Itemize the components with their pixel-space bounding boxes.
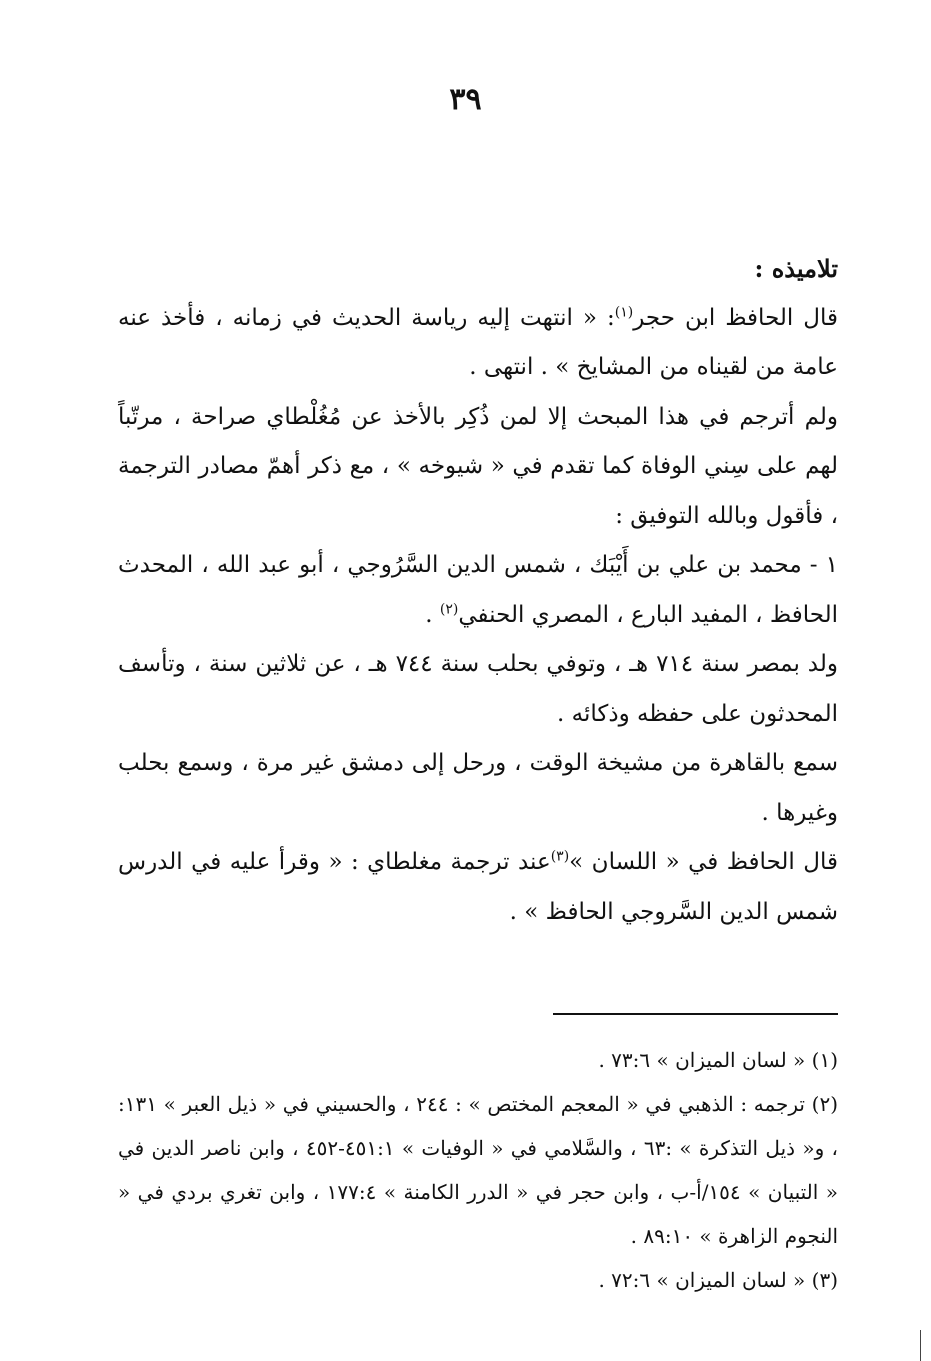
scan-edge [920,1330,931,1361]
paragraph-text: سمع بالقاهرة من مشيخة الوقت ، ورحل إلى دمشق غير مرة ، وسمع بحلب وغيرها . [118,750,838,826]
paragraph-text: . [425,601,440,628]
paragraph [118,393,838,542]
paragraph-text: ولد بمصر سنة ٧١٤ هـ ، وتوفي بحلب سنة ٧٤٤ هـ ، عن ثلاثين سنة ، وتأسف المحدثون على حفظه وذكائه . [118,651,838,727]
footnote-ref: (١) [614,303,634,320]
paragraph-text: عند ترجمة مغلطاي : « وقرأ عليه في الدرس شمس الدين السَّروجي الحافظ » . [118,849,838,925]
footnote: (٢) ترجمه : الذهبي في « المعجم المختص » : ٢٤٤ ، والحسيني في « ذيل العبر » ١٣١: ، و« ذيل التذكرة » :٦٣ ، والسَّلامي في « الوفيات » ٤٥١:١-٤٥٢ ، وابن ناصر الدين في « التبيان » ١٥٤/أ-ب ، وابن حجر في « الدرر الكامنة » ١٧٧:٤ ، وابن تغري بردي في « النجوم الزاهرة » ٨٩:١٠ . [118,1092,839,1248]
paragraph [118,294,838,393]
footnote: (٣) « لسان الميزان » ٧٢:٦ . [598,1268,838,1292]
section-heading: تلاميذه : [754,254,838,283]
paragraph-text: ١ - محمد بن علي بن أَيْبَك ، شمس الدين السَّرُوجي ، أبو عبد الله ، المحدث الحافظ ، المفيد البارع ، المصري الحنفي [118,552,838,628]
paragraph [118,640,838,739]
footnote-ref: (٣) [550,848,570,865]
paragraph-text: قال الحافظ ابن حجر [633,304,839,331]
main-text [118,244,838,937]
page-number: ٣٩ [449,82,482,117]
footnote-divider [553,1013,838,1015]
paragraph [118,739,838,838]
paragraph-text: ولم أترجم في هذا المبحث إلا لمن ذُكِر بالأخذ عن مُغُلْطاي صراحة ، مرتّباً لهم على سِني الوفاة كما تقدم في « شيوخه » ، مع ذكر أهمّ مصادر الترجمة ، فأقول وبالله التوفيق : [118,403,838,529]
footnote: (١) « لسان الميزان » ٧٣:٦ . [598,1048,838,1072]
paragraph [118,838,838,937]
paragraph-text: : « انتهت إليه رياسة الحديث في زمانه ، فأخذ عنه عامة من لقيناه من المشايخ » . انتهى . [118,304,838,380]
paragraph-text: قال الحافظ في « اللسان » [569,849,838,875]
paragraph [118,541,838,640]
footnotes [118,1038,838,1302]
footnote-ref: (٢) [439,600,459,617]
